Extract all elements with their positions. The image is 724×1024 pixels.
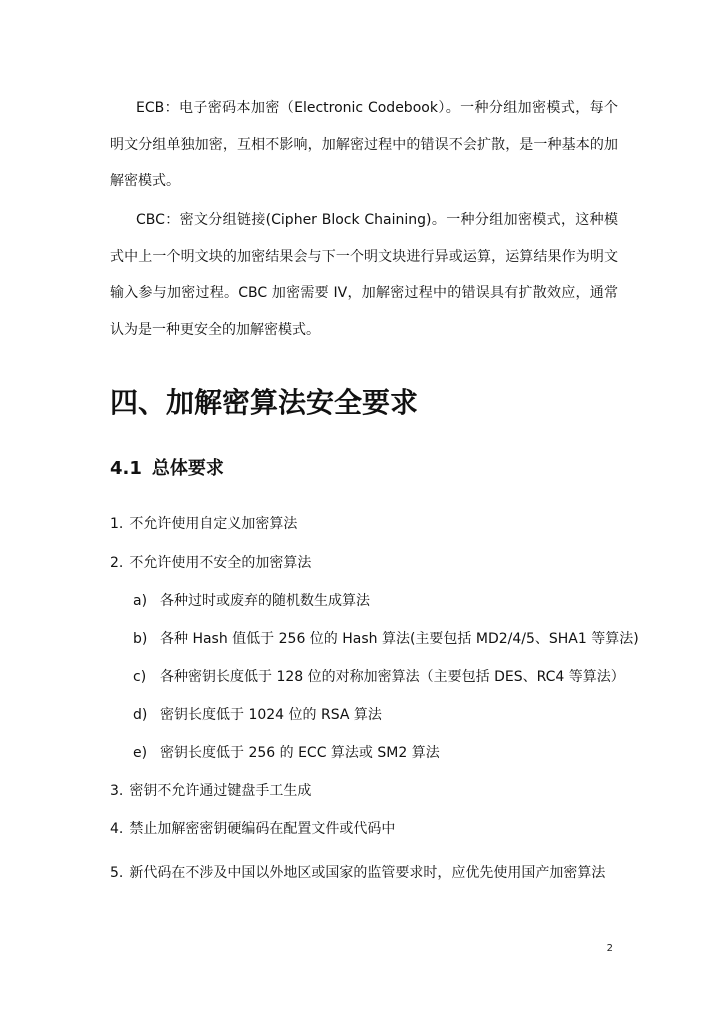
sub-item-text: 密钥长度低于 256 的 ECC 算法或 SM2 算法 bbox=[160, 745, 440, 761]
cbc-paragraph bbox=[110, 202, 618, 348]
ecb-paragraph-text: ECB：电子密码本加密（Electronic Codebook）。一种分组加密模式，每个明文分组单独加密，互相不影响，加解密过程中的错误不会扩散，是一种基本的加解密模式。 bbox=[110, 100, 618, 189]
requirement-text: 新代码在不涉及中国以外地区或国家的监管要求时，应优先使用国产加密算法 bbox=[129, 865, 606, 881]
requirement-item bbox=[110, 855, 618, 892]
requirement-number: 1. bbox=[110, 516, 124, 532]
requirement-number: 4. bbox=[110, 821, 124, 837]
sub-item-text: 密钥长度低于 1024 位的 RSA 算法 bbox=[160, 707, 382, 723]
sub-item-letter: e) bbox=[133, 745, 148, 761]
sub-item bbox=[133, 742, 618, 764]
sub-item-letter: a) bbox=[133, 593, 148, 609]
sub-item-text: 各种 Hash 值低于 256 位的 Hash 算法(主要包括 MD2/4/5、SHA1 等算法) bbox=[160, 631, 639, 647]
sub-item-letter: b) bbox=[133, 631, 148, 647]
requirement-item bbox=[110, 552, 618, 574]
sub-item bbox=[133, 704, 618, 726]
subsection-number: 4.1 bbox=[110, 458, 142, 479]
requirement-text: 不允许使用不安全的加密算法 bbox=[129, 555, 312, 571]
ecb-paragraph bbox=[110, 90, 618, 200]
requirement-text: 密钥不允许通过键盘手工生成 bbox=[129, 783, 312, 799]
sub-item-text: 各种过时或废弃的随机数生成算法 bbox=[160, 593, 370, 609]
requirement-number: 3. bbox=[110, 783, 124, 799]
subsection-heading bbox=[110, 454, 224, 484]
sub-item bbox=[133, 590, 618, 612]
subsection-title: 总体要求 bbox=[151, 458, 224, 479]
requirement-item bbox=[110, 513, 618, 535]
sub-item bbox=[133, 666, 625, 688]
page-number: 2 bbox=[606, 943, 613, 954]
sub-item-letter: d) bbox=[133, 707, 148, 723]
requirement-text: 不允许使用自定义加密算法 bbox=[129, 516, 298, 532]
section-heading: 四、加解密算法安全要求 bbox=[110, 386, 419, 419]
requirement-item bbox=[110, 818, 618, 840]
sub-item-letter: c) bbox=[133, 669, 147, 685]
sub-item bbox=[133, 628, 639, 650]
requirement-number: 2. bbox=[110, 555, 124, 571]
requirement-text: 禁止加解密密钥硬编码在配置文件或代码中 bbox=[129, 821, 396, 837]
requirement-number: 5. bbox=[110, 865, 124, 881]
sub-item-text: 各种密钥长度低于 128 位的对称加密算法（主要包括 DES、RC4 等算法） bbox=[160, 669, 625, 685]
cbc-paragraph-text: CBC：密文分组链接(Cipher Block Chaining)。一种分组加密模式，这种模式中上一个明文块的加密结果会与下一个明文块进行异或运算，运算结果作为明文输入参与加密过程。CBC 加密需要 IV，加解密过程中的错误具有扩散效应，通常认为是一种更安全的加解密模式。 bbox=[110, 212, 618, 338]
requirement-item bbox=[110, 780, 618, 802]
